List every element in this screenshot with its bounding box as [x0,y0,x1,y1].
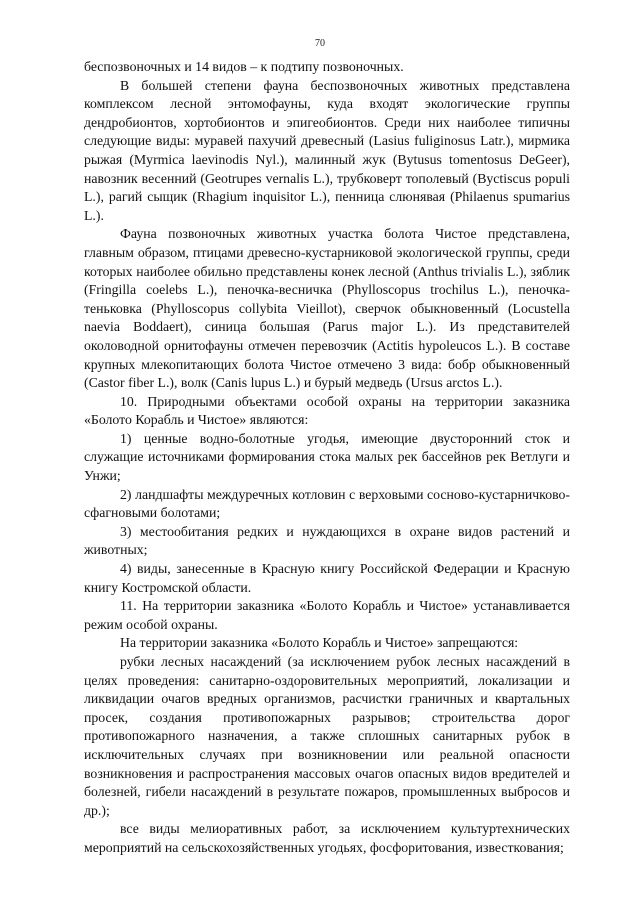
paragraph: 3) местообитания редких и нуждающихся в охране видов растений и животных; [84,523,570,558]
paragraph: На территории заказника «Болото Корабль и Чистое» запрещаются: [120,635,519,651]
paragraph: 10. Природными объектами особой охраны на территории заказника «Болото Корабль и Чистое» являются: [84,393,570,428]
paragraph: беспозвоночных и 14 видов – к подтипу позвоночных. [84,59,404,74]
paragraph: В большей степени фауна беспозвоночных животных представлена комплексом лесной энтомофауны, куда входят экологические группы дендробионтов, хортобионтов и эпигеобионтов. Среди них наиболее типичны следующие виды: муравей пахучий древесный (Lasius fuliginosus Latr.), мирмика рыжая (Myrmica laevinodis Nyl.), малинный жук (Bytusus tomentosus DeGeer), навозник весенний (Geotrupes vernalis L.), трубковерт тополевый (Byctiscus populi L.), рагий сыщик (Rhagium inquisitor L.), пенница слюнявая (Philaenus spumarius L.). [84,77,570,223]
paragraph: Фауна позвоночных животных участка болота Чистое представлена, главным образом, птицами древесно-кустарниковой экологической группы, среди которых наиболее обильно представлены конек лесной (Anthus trivialis L.), зяблик (Fringilla coelebs L.), пеночка-весничка (Phylloscopus trochilus L.), пеночка-теньковка (Phylloscopus collybita Vieillot), сверчок обыкновенный (Locustella naevia Boddaert), синица большая (Parus major L.). Из представителей околоводной орнитофауны отмечен перевозчик (Actitis hypoleucos L.). В составе крупных млекопитающих болота Чистое отмечено 3 вида: бобр обыкновенный (Castor fiber L.), волк (Canis lupus L.) и бурый медведь (Ursus arctos L.). [84,226,570,391]
paragraph: 2) ландшафты междуречных котловин с верховыми сосново-кустарничково-сфагновыми болотами; [84,486,570,521]
page-number: 70 [315,38,325,49]
paragraph: рубки лесных насаждений (за исключением рубок лесных насаждений в целях проведения: санитарно-оздоровительных мероприятий, локализации и ликвидации очагов вредных организмов, расчистки граничных и квартальных просек, создания противопожарных разрывов; строительства дорог противопожарного назначения, а также сплошных санитарных рубок в исключительных случаях при возникновении или реальной опасности возникновения и распространения массовых очагов опасных видов вредителей и болезней, гибели насаждений в результате пожаров, промышленных выбросов и др.); [84,654,570,818]
paragraph: 4) виды, занесенные в Красную книгу Российской Федерации и Красную книгу Костромской области. [84,561,570,595]
body-text [84,58,570,858]
paragraph: 1) ценные водно-болотные угодья, имеющие двусторонний сток и служащие источниками формирования стока малых рек бассейнов рек Ветлуги и Унжи; [84,430,570,484]
paragraph: 11. На территории заказника «Болото Корабль и Чистое» устанавливается режим особой охраны. [84,598,570,632]
paragraph: все виды мелиоративных работ, за исключением культуртехнических мероприятий на сельскохозяйственных угодьях, фосфоритования, известкования; [84,821,570,855]
